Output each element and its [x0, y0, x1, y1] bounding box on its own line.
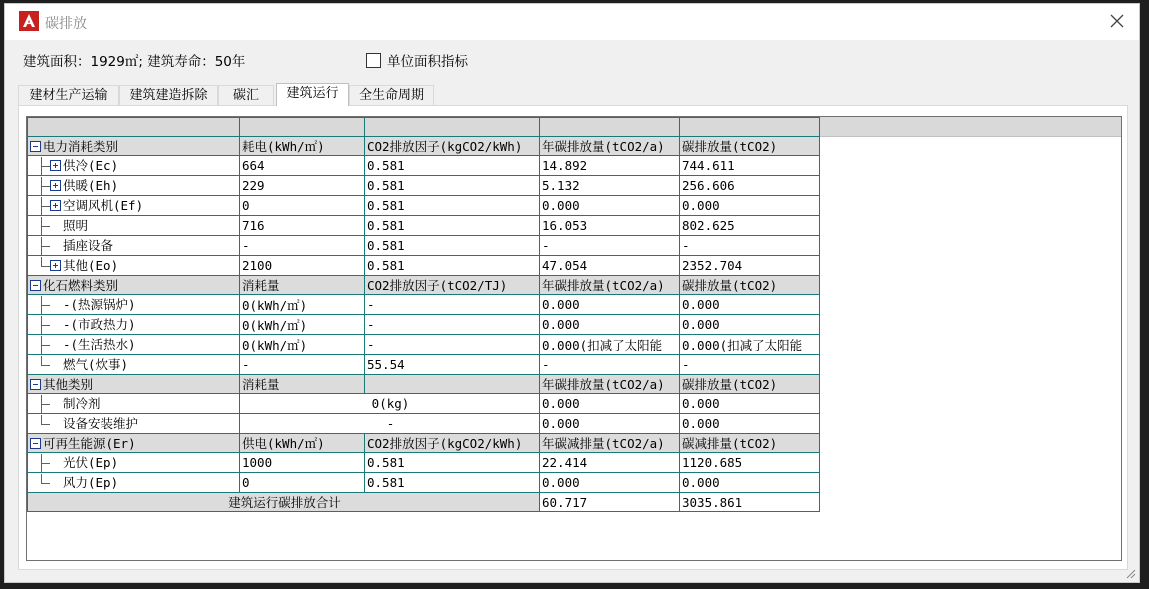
table-cell: 0.000: [680, 196, 820, 216]
table-cell: 0.000: [540, 295, 680, 315]
table-cell: 碳减排量(tCO2): [680, 434, 820, 453]
group-header-renewable: [28, 434, 820, 453]
table-cell: 碳排放量(tCO2): [680, 375, 820, 394]
total-row[interactable]: [28, 493, 820, 512]
table-cell: 年碳减排量(tCO2/a): [540, 434, 680, 453]
table-cell: 0(kWh/㎡): [240, 315, 365, 335]
table-cell: 0(kWh/㎡): [240, 335, 365, 355]
table-cell: 14.892: [540, 156, 680, 176]
expand-icon[interactable]: [50, 200, 61, 211]
tree-line: [36, 237, 50, 255]
table-cell: 256.606: [680, 176, 820, 196]
table-row[interactable]: [28, 394, 820, 414]
tree-line: [36, 316, 50, 334]
table-cell: 0.581: [365, 453, 540, 473]
resize-grip-icon[interactable]: [1124, 567, 1136, 579]
emission-table: [27, 117, 820, 512]
table-cell: 供电(kWh/㎡): [240, 434, 365, 453]
row-label-cell: 空调风机(Ef): [28, 196, 240, 216]
table-cell: 0.581: [365, 216, 540, 236]
unit-area-checkbox[interactable]: [366, 50, 468, 70]
table-cell: 0.581: [365, 156, 540, 176]
tree-line: [36, 336, 50, 354]
table-cell: -: [365, 295, 540, 315]
row-label-cell: -(热源锅炉): [28, 295, 240, 315]
table-cell: 0: [240, 473, 365, 493]
table-cell: 55.54: [365, 355, 540, 375]
title-bar: [5, 4, 1139, 40]
expand-icon[interactable]: [50, 260, 61, 271]
table-cell: 1120.685: [680, 453, 820, 473]
table-cell: [365, 118, 540, 137]
table-cell: CO2排放因子(kgCO2/kWh): [365, 434, 540, 453]
checkbox-box[interactable]: [366, 53, 381, 68]
table-cell: 0.000(扣减了太阳能: [680, 335, 820, 355]
table-cell: 消耗量: [240, 276, 365, 295]
table-cell: 1000: [240, 453, 365, 473]
tree-line: [36, 157, 50, 175]
carbon-emission-window: [4, 3, 1140, 583]
tab-construction-demolition[interactable]: 建筑建造拆除: [119, 85, 218, 105]
table-row[interactable]: [28, 335, 820, 355]
table-cell: 0.000: [540, 414, 680, 434]
table-row[interactable]: [28, 315, 820, 335]
table-cell: 2352.704: [680, 256, 820, 276]
table-cell: [365, 375, 540, 394]
collapse-icon[interactable]: [30, 379, 41, 390]
table-row[interactable]: [28, 355, 820, 375]
table-cell: 744.611: [680, 156, 820, 176]
window-title: 碳排放: [45, 16, 87, 32]
table-cell: 0.000: [680, 315, 820, 335]
building-info-text: 建筑面积：1929㎡; 建筑寿命：50年: [23, 54, 246, 70]
table-cell: 0.000(扣减了太阳能: [540, 335, 680, 355]
tree-line: [36, 415, 50, 433]
table-cell: 0.000: [680, 473, 820, 493]
table-cell: 16.053: [540, 216, 680, 236]
table-cell: -: [680, 355, 820, 375]
table-cell: [240, 118, 365, 137]
tree-line: [36, 296, 50, 314]
row-label-cell: 供冷(Ec): [28, 156, 240, 176]
header-extension: [819, 117, 1121, 137]
row-label-cell: -(市政热力): [28, 315, 240, 335]
tree-line: [36, 474, 50, 492]
table-cell: 0: [240, 196, 365, 216]
table-cell: -: [680, 236, 820, 256]
table-cell: 0.581: [365, 236, 540, 256]
table-cell: CO2排放因子(kgCO2/kWh): [365, 137, 540, 156]
table-cell: 802.625: [680, 216, 820, 236]
table-cell: 716: [240, 216, 365, 236]
table-cell: 0.000: [540, 473, 680, 493]
row-label-cell: 光伏(Ep): [28, 453, 240, 473]
table-cell: -: [365, 335, 540, 355]
row-label-cell: 制冷剂: [28, 394, 240, 414]
table-cell: 0.581: [365, 256, 540, 276]
row-label-cell: 插座设备: [28, 236, 240, 256]
group-header-fossil: [28, 276, 820, 295]
table-cell: 0.581: [365, 196, 540, 216]
table-row[interactable]: [28, 196, 820, 216]
table-row[interactable]: [28, 176, 820, 196]
table-cell: 0(kg): [240, 394, 540, 414]
emission-grid[interactable]: [26, 116, 1122, 561]
table-cell: 0.000: [680, 394, 820, 414]
total-emission: 3035.861: [680, 493, 820, 512]
table-cell[interactable]: 可再生能源(Er): [28, 434, 240, 453]
table-cell: 年碳排放量(tCO2/a): [540, 137, 680, 156]
table-cell: 22.414: [540, 453, 680, 473]
collapse-icon[interactable]: [30, 141, 41, 152]
tab-panel: [18, 105, 1128, 570]
tree-line: [36, 454, 50, 472]
table-cell: -: [240, 236, 365, 256]
table-cell: 碳排放量(tCO2): [680, 276, 820, 295]
row-label-cell: 供暖(Eh): [28, 176, 240, 196]
column-header-row: [28, 118, 820, 137]
table-cell: 年碳排放量(tCO2/a): [540, 375, 680, 394]
table-cell: 0.000: [680, 295, 820, 315]
tab-material-transport[interactable]: 建材生产运输: [18, 85, 119, 105]
table-cell: [680, 118, 820, 137]
table-cell: 47.054: [540, 256, 680, 276]
row-label-cell: 燃气(炊事): [28, 355, 240, 375]
table-row[interactable]: [28, 236, 820, 256]
table-cell: 年碳排放量(tCO2/a): [540, 276, 680, 295]
collapse-icon[interactable]: [30, 438, 41, 449]
row-label-cell: 照明: [28, 216, 240, 236]
tree-line: [36, 395, 50, 413]
total-label: 建筑运行碳排放合计: [28, 493, 540, 512]
table-cell: -: [240, 414, 540, 434]
table-cell: 碳排放量(tCO2): [680, 137, 820, 156]
table-row[interactable]: [28, 216, 820, 236]
table-row[interactable]: [28, 414, 820, 434]
table-cell: 229: [240, 176, 365, 196]
table-cell: 2100: [240, 256, 365, 276]
tree-line: [36, 217, 50, 235]
group-header-electric: [28, 137, 820, 156]
table-cell: -: [540, 355, 680, 375]
table-cell: 消耗量: [240, 375, 365, 394]
table-cell: 664: [240, 156, 365, 176]
table-cell: -: [540, 236, 680, 256]
tab-carbon-sink[interactable]: 碳汇: [218, 85, 274, 105]
table-cell: 耗电(kWh/㎡): [240, 137, 365, 156]
table-cell: 0.000: [540, 394, 680, 414]
table-cell: 0.581: [365, 473, 540, 493]
table-cell: 5.132: [540, 176, 680, 196]
total-annual: 60.717: [540, 493, 680, 512]
tree-line: [36, 356, 50, 374]
tab-building-operation[interactable]: 建筑运行: [276, 83, 349, 106]
table-row[interactable]: [28, 256, 820, 276]
expand-icon[interactable]: [50, 160, 61, 171]
table-cell: -: [240, 355, 365, 375]
tree-line: [36, 177, 50, 195]
row-label-cell: 其他(Eo): [28, 256, 240, 276]
table-row[interactable]: [28, 453, 820, 473]
table-cell: 0.581: [365, 176, 540, 196]
autocad-app-icon: [19, 11, 39, 31]
table-row[interactable]: [28, 295, 820, 315]
table-cell[interactable]: 化石燃料类别: [28, 276, 240, 295]
table-cell: [540, 118, 680, 137]
table-cell[interactable]: 其他类别: [28, 375, 240, 394]
collapse-icon[interactable]: [30, 280, 41, 291]
table-cell: -: [365, 315, 540, 335]
table-cell: 0.000: [680, 414, 820, 434]
table-cell: CO2排放因子(tCO2/TJ): [365, 276, 540, 295]
row-label-cell: 风力(Ep): [28, 473, 240, 493]
table-cell: 0.000: [540, 196, 680, 216]
checkbox-label: 单位面积指标: [387, 54, 468, 70]
table-cell: 0.000: [540, 315, 680, 335]
tree-line: [36, 197, 50, 215]
table-row[interactable]: [28, 473, 820, 493]
expand-icon[interactable]: [50, 180, 61, 191]
table-cell: 0(kWh/㎡): [240, 295, 365, 315]
table-row[interactable]: [28, 156, 820, 176]
row-label-cell: 设备安装维护: [28, 414, 240, 434]
table-cell: [28, 118, 240, 137]
row-label-cell: -(生活热水): [28, 335, 240, 355]
tab-life-cycle[interactable]: 全生命周期: [349, 85, 434, 105]
close-icon[interactable]: [1107, 11, 1127, 31]
group-header-other: [28, 375, 820, 394]
tree-line: [36, 257, 50, 275]
table-cell[interactable]: 电力消耗类别: [28, 137, 240, 156]
